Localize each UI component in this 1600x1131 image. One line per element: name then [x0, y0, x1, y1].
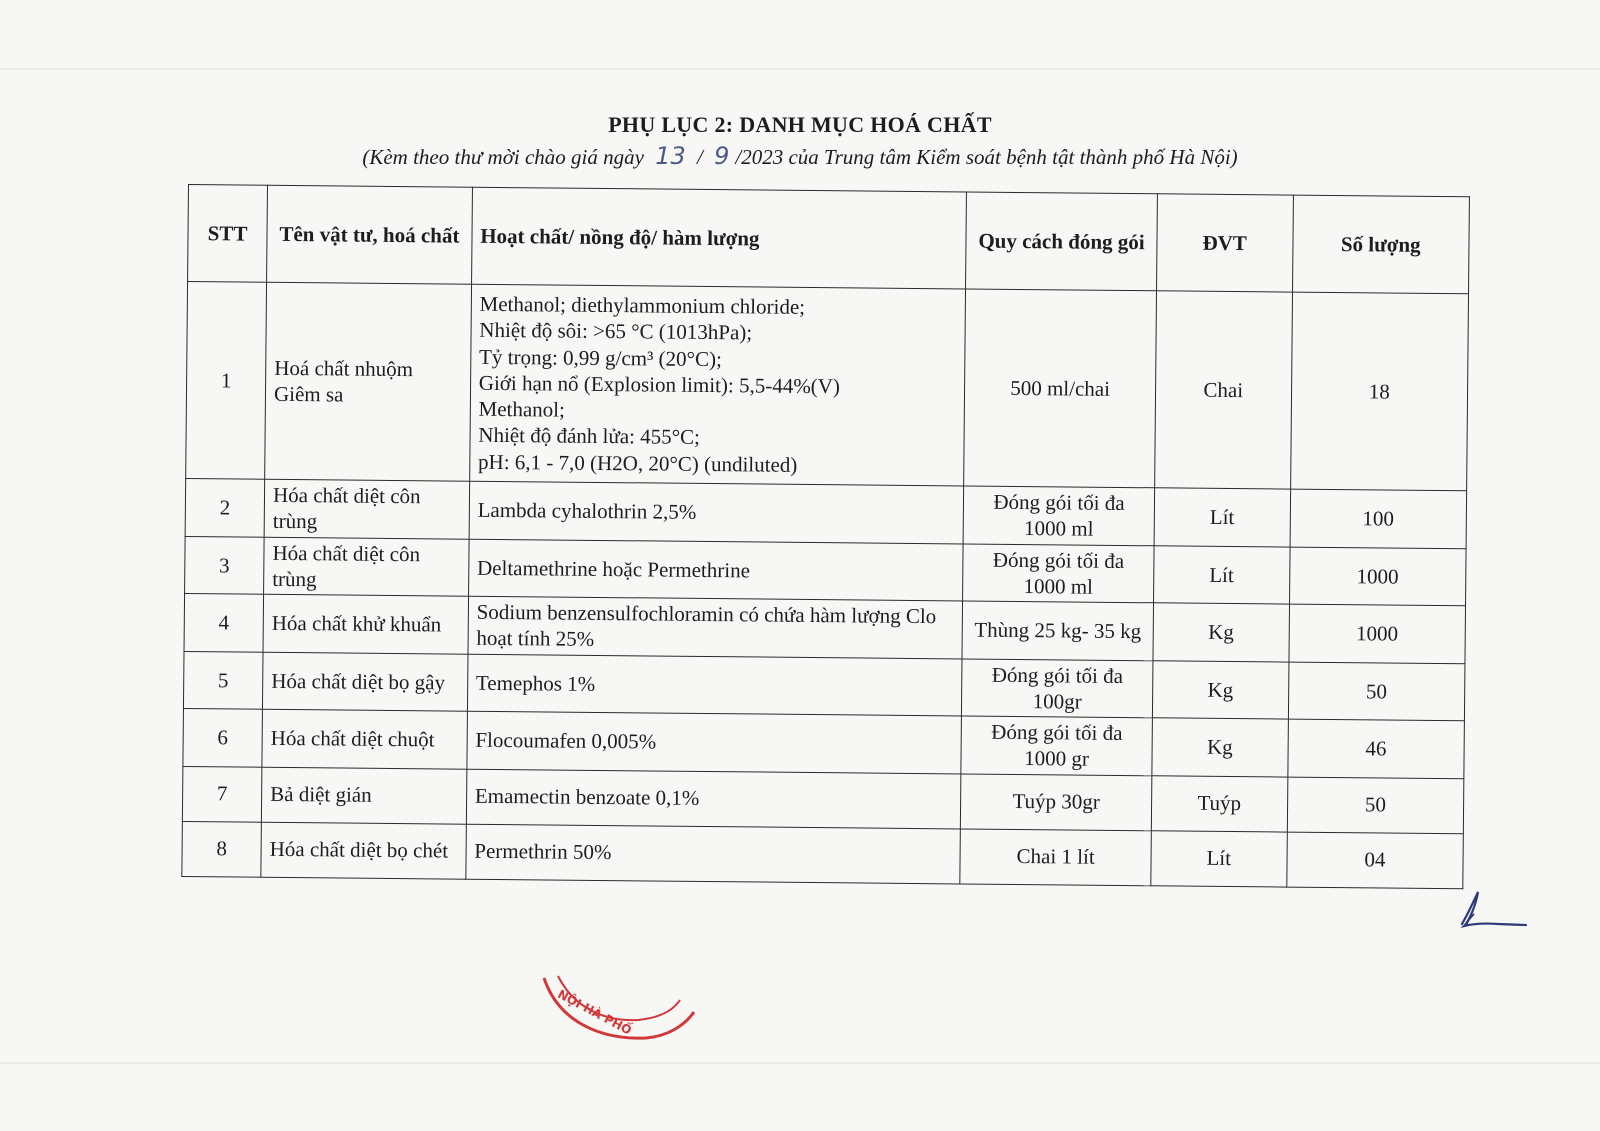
- cell-stt: 7: [182, 766, 262, 822]
- header-spec: Hoạt chất/ nồng độ/ hàm lượng: [471, 187, 966, 289]
- cell-unit: Lít: [1153, 545, 1289, 604]
- signature-initial: [1452, 890, 1532, 940]
- cell-quantity: 1000: [1289, 547, 1466, 606]
- spec-line: Permethrin 50%: [474, 839, 612, 865]
- cell-stt: 2: [185, 478, 265, 536]
- scan-artifact-line: [0, 68, 1600, 70]
- spec-line: Emamectin benzoate 0,1%: [474, 784, 700, 811]
- official-seal-stamp: [538, 968, 708, 1058]
- cell-packaging: Thùng 25 kg- 35 kg: [962, 601, 1153, 660]
- cell-stt: 4: [184, 593, 264, 651]
- cell-quantity: 50: [1288, 662, 1465, 721]
- cell-name: Hóa chất diệt bọ chét: [261, 822, 466, 879]
- spec-line: Temephos 1%: [475, 670, 596, 696]
- cell-quantity: 04: [1286, 832, 1463, 889]
- scan-artifact-line: [0, 1062, 1600, 1064]
- table-row: [186, 282, 1469, 491]
- spec-line: Flocoumafen 0,005%: [475, 727, 657, 754]
- cell-name: Hóa chất diệt côn trùng: [264, 479, 469, 538]
- cell-packaging: Chai 1 lít: [960, 828, 1151, 885]
- cell-stt: 1: [186, 282, 267, 480]
- page-title: PHỤ LỤC 2: DANH MỤC HOÁ CHẤT: [608, 112, 992, 137]
- subtitle-suffix: /2023 của Trung tâm Kiểm soát bệnh tật thành phố Hà Nội): [735, 145, 1238, 169]
- cell-spec: [469, 481, 964, 543]
- cell-name: Hóa chất diệt côn trùng: [264, 537, 469, 596]
- subtitle-separator: /: [697, 145, 703, 169]
- cell-unit: Kg: [1152, 660, 1288, 719]
- cell-spec: [466, 824, 961, 884]
- cell-name: Bả diệt gián: [261, 767, 466, 824]
- table-header-row: [188, 185, 1470, 294]
- cell-quantity: 18: [1290, 292, 1468, 491]
- header-stt: STT: [188, 185, 268, 283]
- page-subtitle: [0, 142, 1600, 170]
- spec-line: Nhiệt độ sôi: >65 °C (1013hPa);: [479, 318, 753, 345]
- cell-unit: Lít: [1151, 830, 1287, 886]
- spec-line: Deltamethrine hoặc Permethrine: [476, 555, 751, 583]
- cell-packaging: Đóng gói tối đa 1000 ml: [963, 486, 1154, 545]
- cell-spec: [467, 654, 962, 716]
- cell-name: Hóa chất diệt chuột: [262, 709, 467, 768]
- cell-name: Hóa chất diệt bọ gậy: [263, 652, 468, 711]
- spec-line: Lambda cyhalothrin 2,5%: [477, 497, 697, 525]
- cell-spec: [468, 596, 963, 658]
- cell-spec: [468, 539, 963, 601]
- cell-spec: [467, 711, 962, 773]
- cell-packaging: 500 ml/chai: [964, 289, 1156, 488]
- cell-quantity: 1000: [1289, 604, 1466, 663]
- spec-line: pH: 6,1 - 7,0 (H2O, 20°C) (undiluted): [477, 449, 798, 477]
- header-packaging: Quy cách đóng gói: [966, 192, 1157, 291]
- header-quantity: Số lượng: [1292, 195, 1469, 294]
- cell-quantity: 50: [1287, 777, 1464, 834]
- cell-stt: 5: [183, 651, 263, 709]
- table-row: [182, 821, 1463, 888]
- cell-packaging: Đóng gói tối đa 1000 ml: [963, 543, 1154, 602]
- cell-stt: 8: [182, 821, 262, 877]
- table-body: [182, 282, 1469, 889]
- cell-unit: Chai: [1154, 291, 1292, 489]
- handwritten-month: 9: [714, 142, 730, 170]
- handwritten-day: 13: [655, 142, 686, 170]
- cell-quantity: 100: [1290, 489, 1467, 548]
- cell-unit: Tuýp: [1151, 775, 1287, 831]
- cell-stt: 3: [185, 536, 265, 594]
- spec-line: Methanol; diethylammonium chloride;: [479, 291, 806, 320]
- chemical-list-table: [181, 184, 1470, 889]
- cell-spec: [469, 284, 965, 486]
- spec-line: Nhiệt độ đánh lửa: 455°C;: [478, 423, 701, 450]
- spec-line: Sodium benzensulfochloramin có chứa hàm lượng Clo hoạt tính 25%: [476, 599, 937, 652]
- cell-unit: Kg: [1153, 603, 1289, 662]
- cell-packaging: Tuýp 30gr: [961, 773, 1152, 830]
- cell-unit: Lít: [1154, 488, 1290, 547]
- cell-quantity: 46: [1287, 719, 1464, 778]
- cell-spec: [466, 769, 961, 829]
- cell-name: Hoá chất nhuộm Giêm sa: [265, 282, 472, 481]
- svg-text:NỘI HÀ PHỐ: NỘI HÀ PHỐ: [555, 987, 634, 1038]
- subtitle-prefix: (Kèm theo thư mời chào giá ngày: [362, 145, 644, 169]
- spec-line: Methanol;: [478, 396, 566, 422]
- cell-name: Hóa chất khử khuẩn: [263, 594, 468, 653]
- header-unit: ĐVT: [1156, 194, 1293, 292]
- cell-packaging: Đóng gói tối đa 100gr: [962, 658, 1153, 717]
- cell-unit: Kg: [1152, 718, 1288, 777]
- cell-packaging: Đóng gói tối đa 1000 gr: [961, 716, 1152, 775]
- cell-stt: 6: [183, 708, 263, 766]
- header-name: Tên vật tư, hoá chất: [267, 185, 473, 284]
- spec-line: Giới hạn nổ (Explosion limit): 5,5-44%(V): [478, 370, 841, 399]
- spec-line: Tỷ trọng: 0,99 g/cm³ (20°C);: [478, 344, 722, 371]
